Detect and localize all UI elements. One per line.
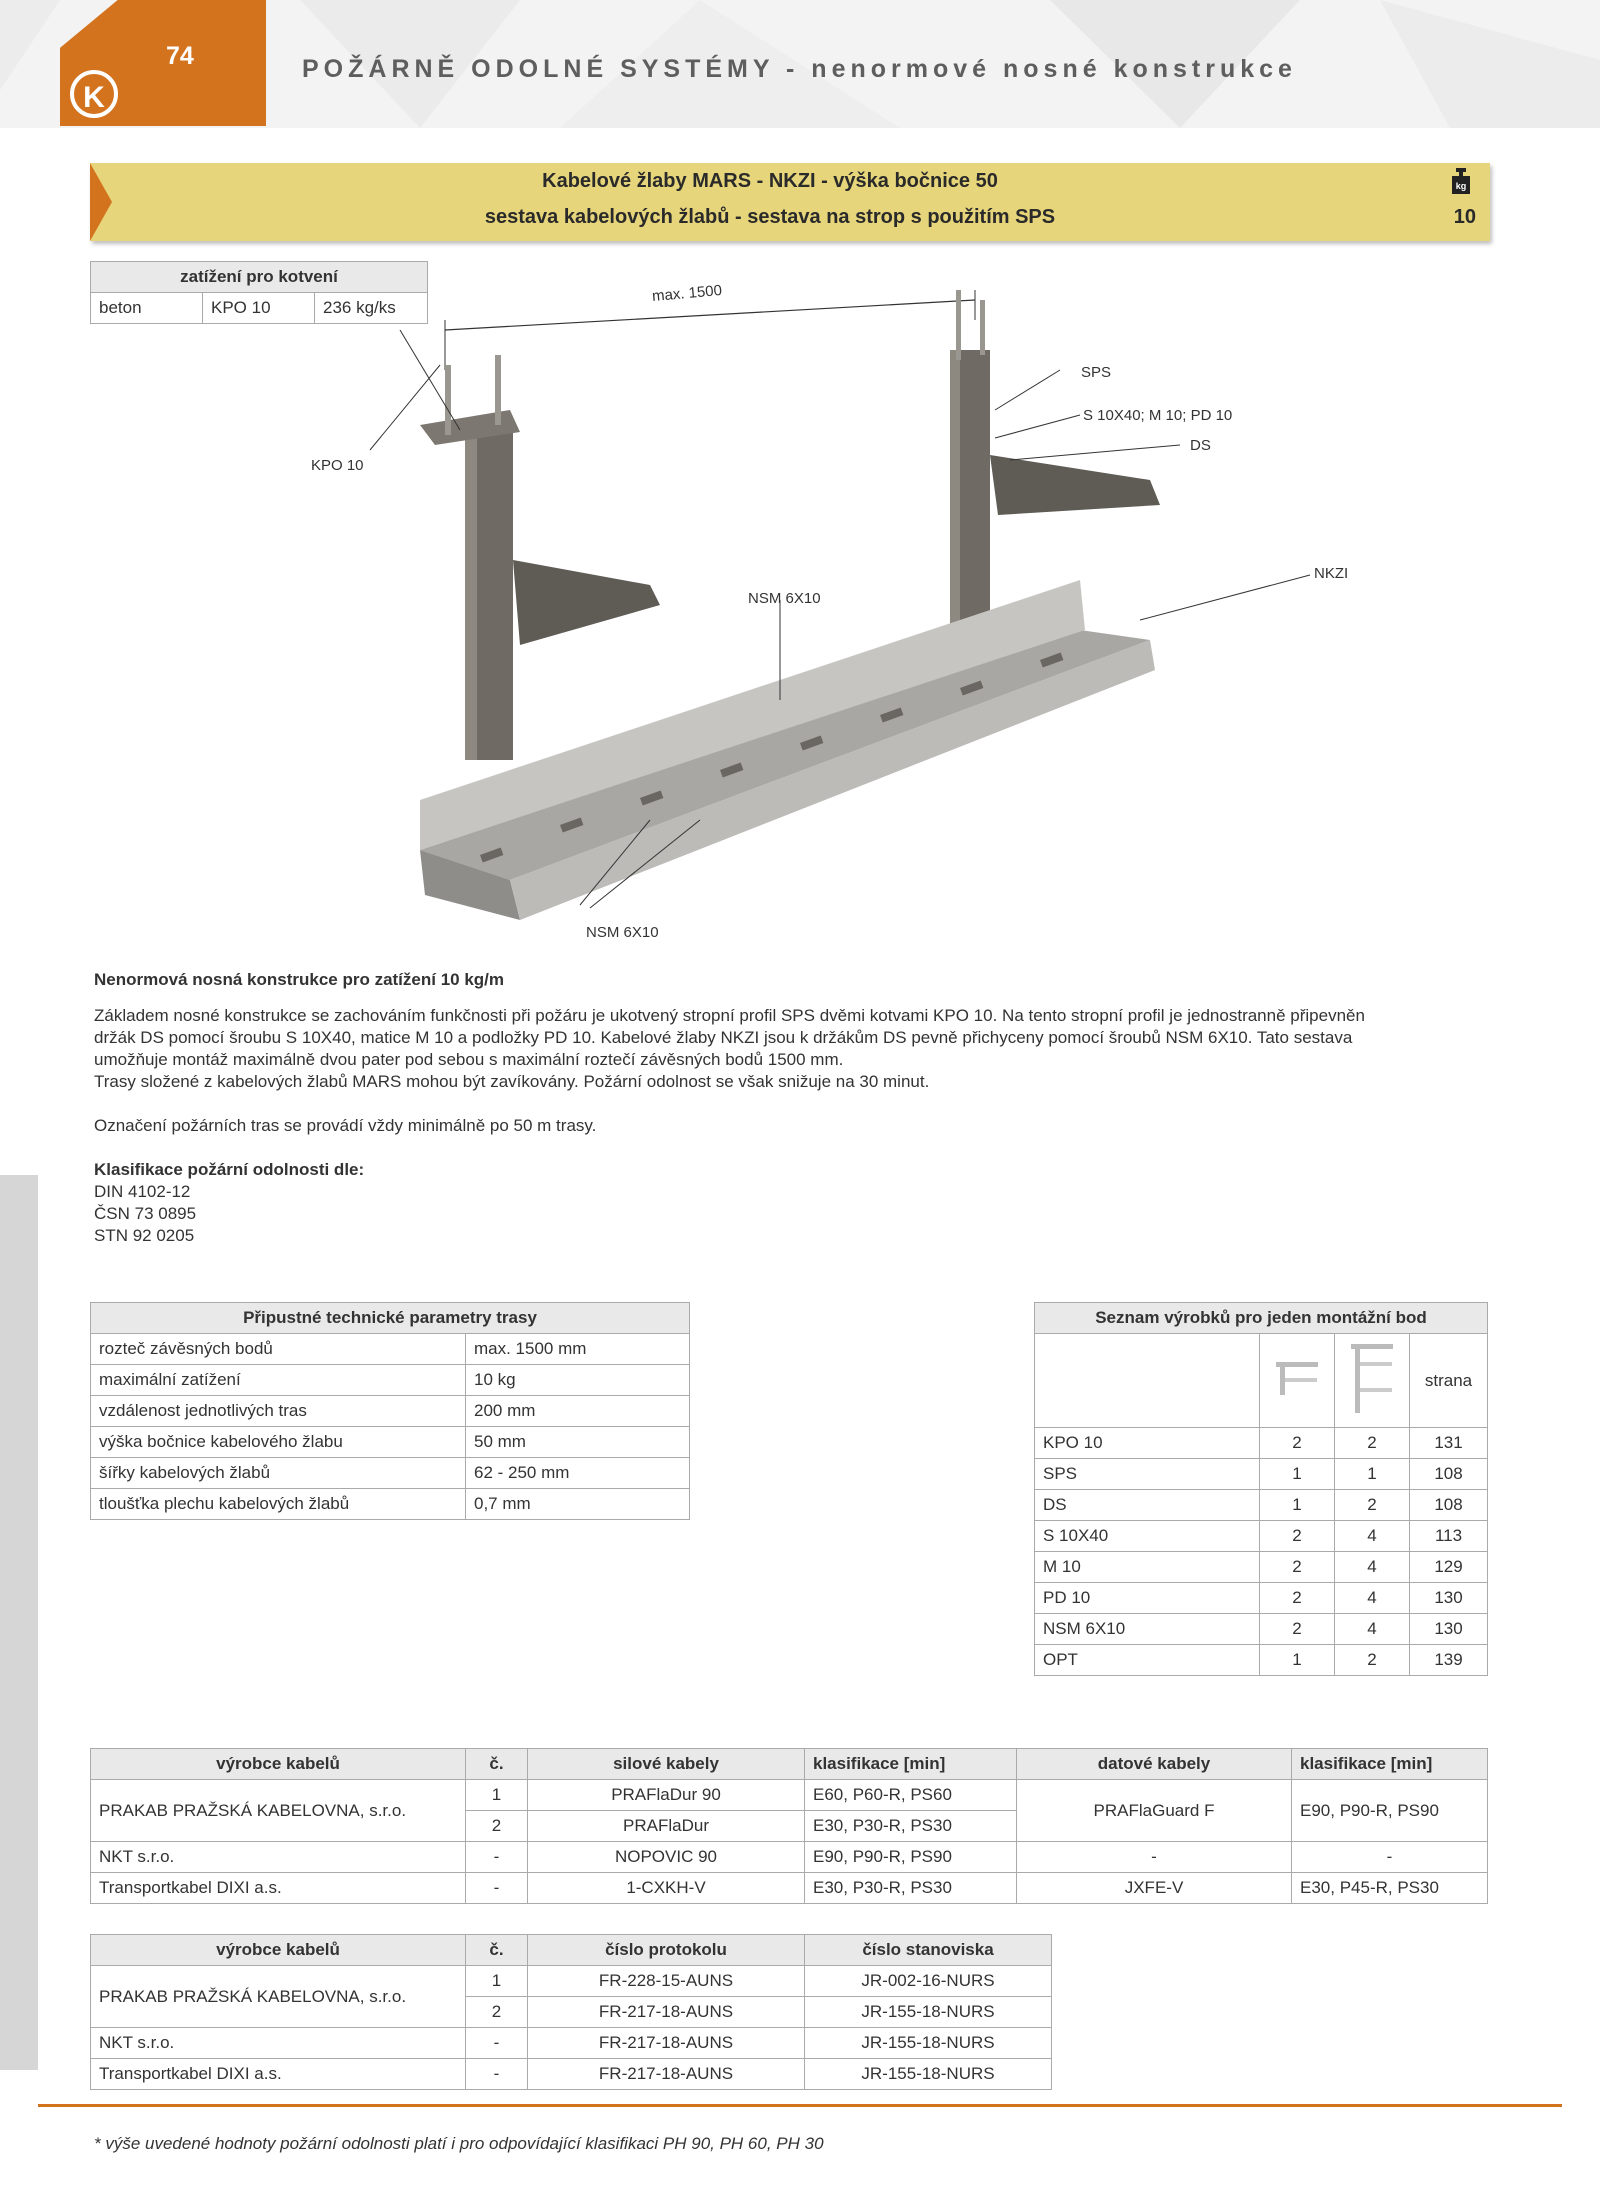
table-row: SPS 1 1 108 bbox=[1035, 1459, 1488, 1490]
description-line: Trasy složené z kabelových žlabů MARS mohou být zavíkovány. Požární odolnost se však snižuje na 30 minut. bbox=[94, 1072, 930, 1091]
side-margin-bar bbox=[0, 1175, 38, 2070]
marking-note: Označení požárních tras se provádí vždy minimálně po 50 m trasy. bbox=[94, 1116, 597, 1135]
table-row: tloušťka plechu kabelových žlabů 0,7 mm bbox=[91, 1489, 690, 1520]
label-nkzi: NKZI bbox=[1314, 565, 1349, 582]
cable-classification-table: výrobce kabelů č. silové kabely klasifikace [min] datové kabely klasifikace [min] PRAKAB PRAŽSKÁ KABELOVNA, s.r.o. 1 PRAFlaDur 90 E60, P60-R, PS60 PRAFlaGuard F E90, P90-R, PS90 2 PRAFlaDur E30, P30-R, PS30 NKT s.r.o. - NOPOVIC 90 E90, P90-R, PS90 - - Transportkabel DIXI a.s. - 1-CXKH-V E30, P30-R, PS30 JXFE-V E30, P45-R, PS30 bbox=[90, 1748, 1488, 1904]
table-row: 2 PRAFlaDur E30, P30-R, PS30 bbox=[91, 1811, 1488, 1842]
label-nsm-top: NSM 6X10 bbox=[748, 590, 821, 607]
single-level-icon bbox=[1270, 1356, 1324, 1400]
technical-params-table bbox=[90, 1302, 690, 1520]
table-row: OPT 1 2 139 bbox=[1035, 1645, 1488, 1676]
page-title: POŽÁRNĚ ODOLNÉ SYSTÉMY - nenormové nosné konstrukce bbox=[302, 55, 1297, 83]
description-line: držák DS pomocí šroubu S 10X40, matice M 10 a podložky PD 10. Kabelové žlaby NKZI jsou k držákům DS pevně přichyceny pomocí šroubů NSM 6X10. Tato sestava bbox=[94, 1028, 1353, 1047]
description-line: Základem nosné konstrukce se zachováním funkčnosti při požáru je ukotvený stropní profil SPS dvěmi kotvami KPO 10. Na tento stropní profil je jednostranně připevněn bbox=[94, 1006, 1365, 1025]
table-row: rozteč závěsných bodů max. 1500 mm bbox=[91, 1334, 690, 1365]
double-level-icon bbox=[1345, 1338, 1399, 1418]
table-row: PRAKAB PRAŽSKÁ KABELOVNA, s.r.o. 1 PRAFlaDur 90 E60, P60-R, PS60 PRAFlaGuard F E90, P90-R, PS90 bbox=[91, 1780, 1488, 1811]
table-row bbox=[1035, 1334, 1488, 1428]
anchor-table-header: zatížení pro kotvení bbox=[91, 262, 428, 293]
products-table-header: Seznam výrobků pro jeden montážní bod bbox=[1035, 1303, 1488, 1334]
company-logo: K bbox=[70, 70, 118, 118]
section-heading: Nenormová nosná konstrukce pro zatížení 10 kg/m bbox=[94, 970, 505, 989]
table-row: výška bočnice kabelového žlabu 50 mm bbox=[91, 1427, 690, 1458]
table-row: beton KPO 10 236 kg/ks bbox=[91, 293, 428, 324]
table-row: vzdálenost jednotlivých tras 200 mm bbox=[91, 1396, 690, 1427]
table-row: 2 FR-217-18-AUNS JR-155-18-NURS bbox=[91, 1997, 1052, 2028]
description-line: umožňuje montáž maximálně dvou pater pod sebou s maximální roztečí závěsných bodů 1500 mm. bbox=[94, 1050, 844, 1069]
table-row: Transportkabel DIXI a.s. - 1-CXKH-V E30, P30-R, PS30 JXFE-V E30, P45-R, PS30 bbox=[91, 1873, 1488, 1904]
table-row: S 10X40 2 4 113 bbox=[1035, 1521, 1488, 1552]
page-column-header: strana bbox=[1410, 1334, 1488, 1428]
footnote: * výše uvedené hodnoty požární odolnosti platí i pro odpovídající klasifikaci PH 90, PH 60, PH 30 bbox=[94, 2134, 824, 2153]
table-row: DS 1 2 108 bbox=[1035, 1490, 1488, 1521]
protocol-table: výrobce kabelů č. číslo protokolu číslo stanoviska PRAKAB PRAŽSKÁ KABELOVNA, s.r.o. 1 FR-228-15-AUNS JR-002-16-NURS 2 FR-217-18-AUNS JR-155-18-NURS NKT s.r.o. - FR-217-18-AUNS JR-155-18-NURS Transportkabel DIXI a.s. - FR-217-18-AUNS JR-155-18-NURS bbox=[90, 1934, 1052, 2090]
banner-subtitle: sestava kabelových žlabů - sestava na strop s použitím SPS bbox=[484, 206, 1056, 228]
table-row: NKT s.r.o. - NOPOVIC 90 E90, P90-R, PS90 - - bbox=[91, 1842, 1488, 1873]
products-list-table bbox=[1034, 1302, 1488, 1676]
table-row: KPO 10 2 2 131 bbox=[1035, 1428, 1488, 1459]
standard-item: ČSN 73 0895 bbox=[94, 1204, 197, 1223]
table-row: NSM 6X10 2 4 130 bbox=[1035, 1614, 1488, 1645]
label-ds: DS bbox=[1190, 437, 1211, 454]
label-kpo10: KPO 10 bbox=[311, 457, 364, 474]
table-row: Transportkabel DIXI a.s. - FR-217-18-AUNS JR-155-18-NURS bbox=[91, 2059, 1052, 2090]
params-table-header: Připustné technické parametry trasy bbox=[91, 1303, 690, 1334]
kg-weight-icon bbox=[1452, 168, 1470, 194]
weight-value: 10 bbox=[1453, 206, 1476, 228]
standard-item: STN 92 0205 bbox=[94, 1226, 195, 1245]
classification-heading: Klasifikace požární odolnosti dle: bbox=[94, 1160, 365, 1179]
table-row: šířky kabelových žlabů 62 - 250 mm bbox=[91, 1458, 690, 1489]
standard-item: DIN 4102-12 bbox=[94, 1182, 191, 1201]
label-bolt-set: S 10X40; M 10; PD 10 bbox=[1083, 407, 1233, 424]
banner-title: Kabelové žlaby MARS - NKZI - výška bočnice 50 bbox=[542, 170, 998, 192]
svg-text:kg: kg bbox=[1455, 181, 1467, 191]
table-row: maximální zatížení 10 kg bbox=[91, 1365, 690, 1396]
label-nsm-bottom: NSM 6X10 bbox=[586, 924, 659, 941]
label-max-span: max. 1500 bbox=[651, 281, 723, 306]
footer-divider bbox=[38, 2104, 1562, 2107]
label-sps: SPS bbox=[1081, 364, 1112, 381]
page-number: 74 bbox=[166, 42, 194, 70]
table-row: PRAKAB PRAŽSKÁ KABELOVNA, s.r.o. 1 FR-228-15-AUNS JR-002-16-NURS bbox=[91, 1966, 1052, 1997]
table-row: PD 10 2 4 130 bbox=[1035, 1583, 1488, 1614]
table-row: NKT s.r.o. - FR-217-18-AUNS JR-155-18-NURS bbox=[91, 2028, 1052, 2059]
table-row: M 10 2 4 129 bbox=[1035, 1552, 1488, 1583]
